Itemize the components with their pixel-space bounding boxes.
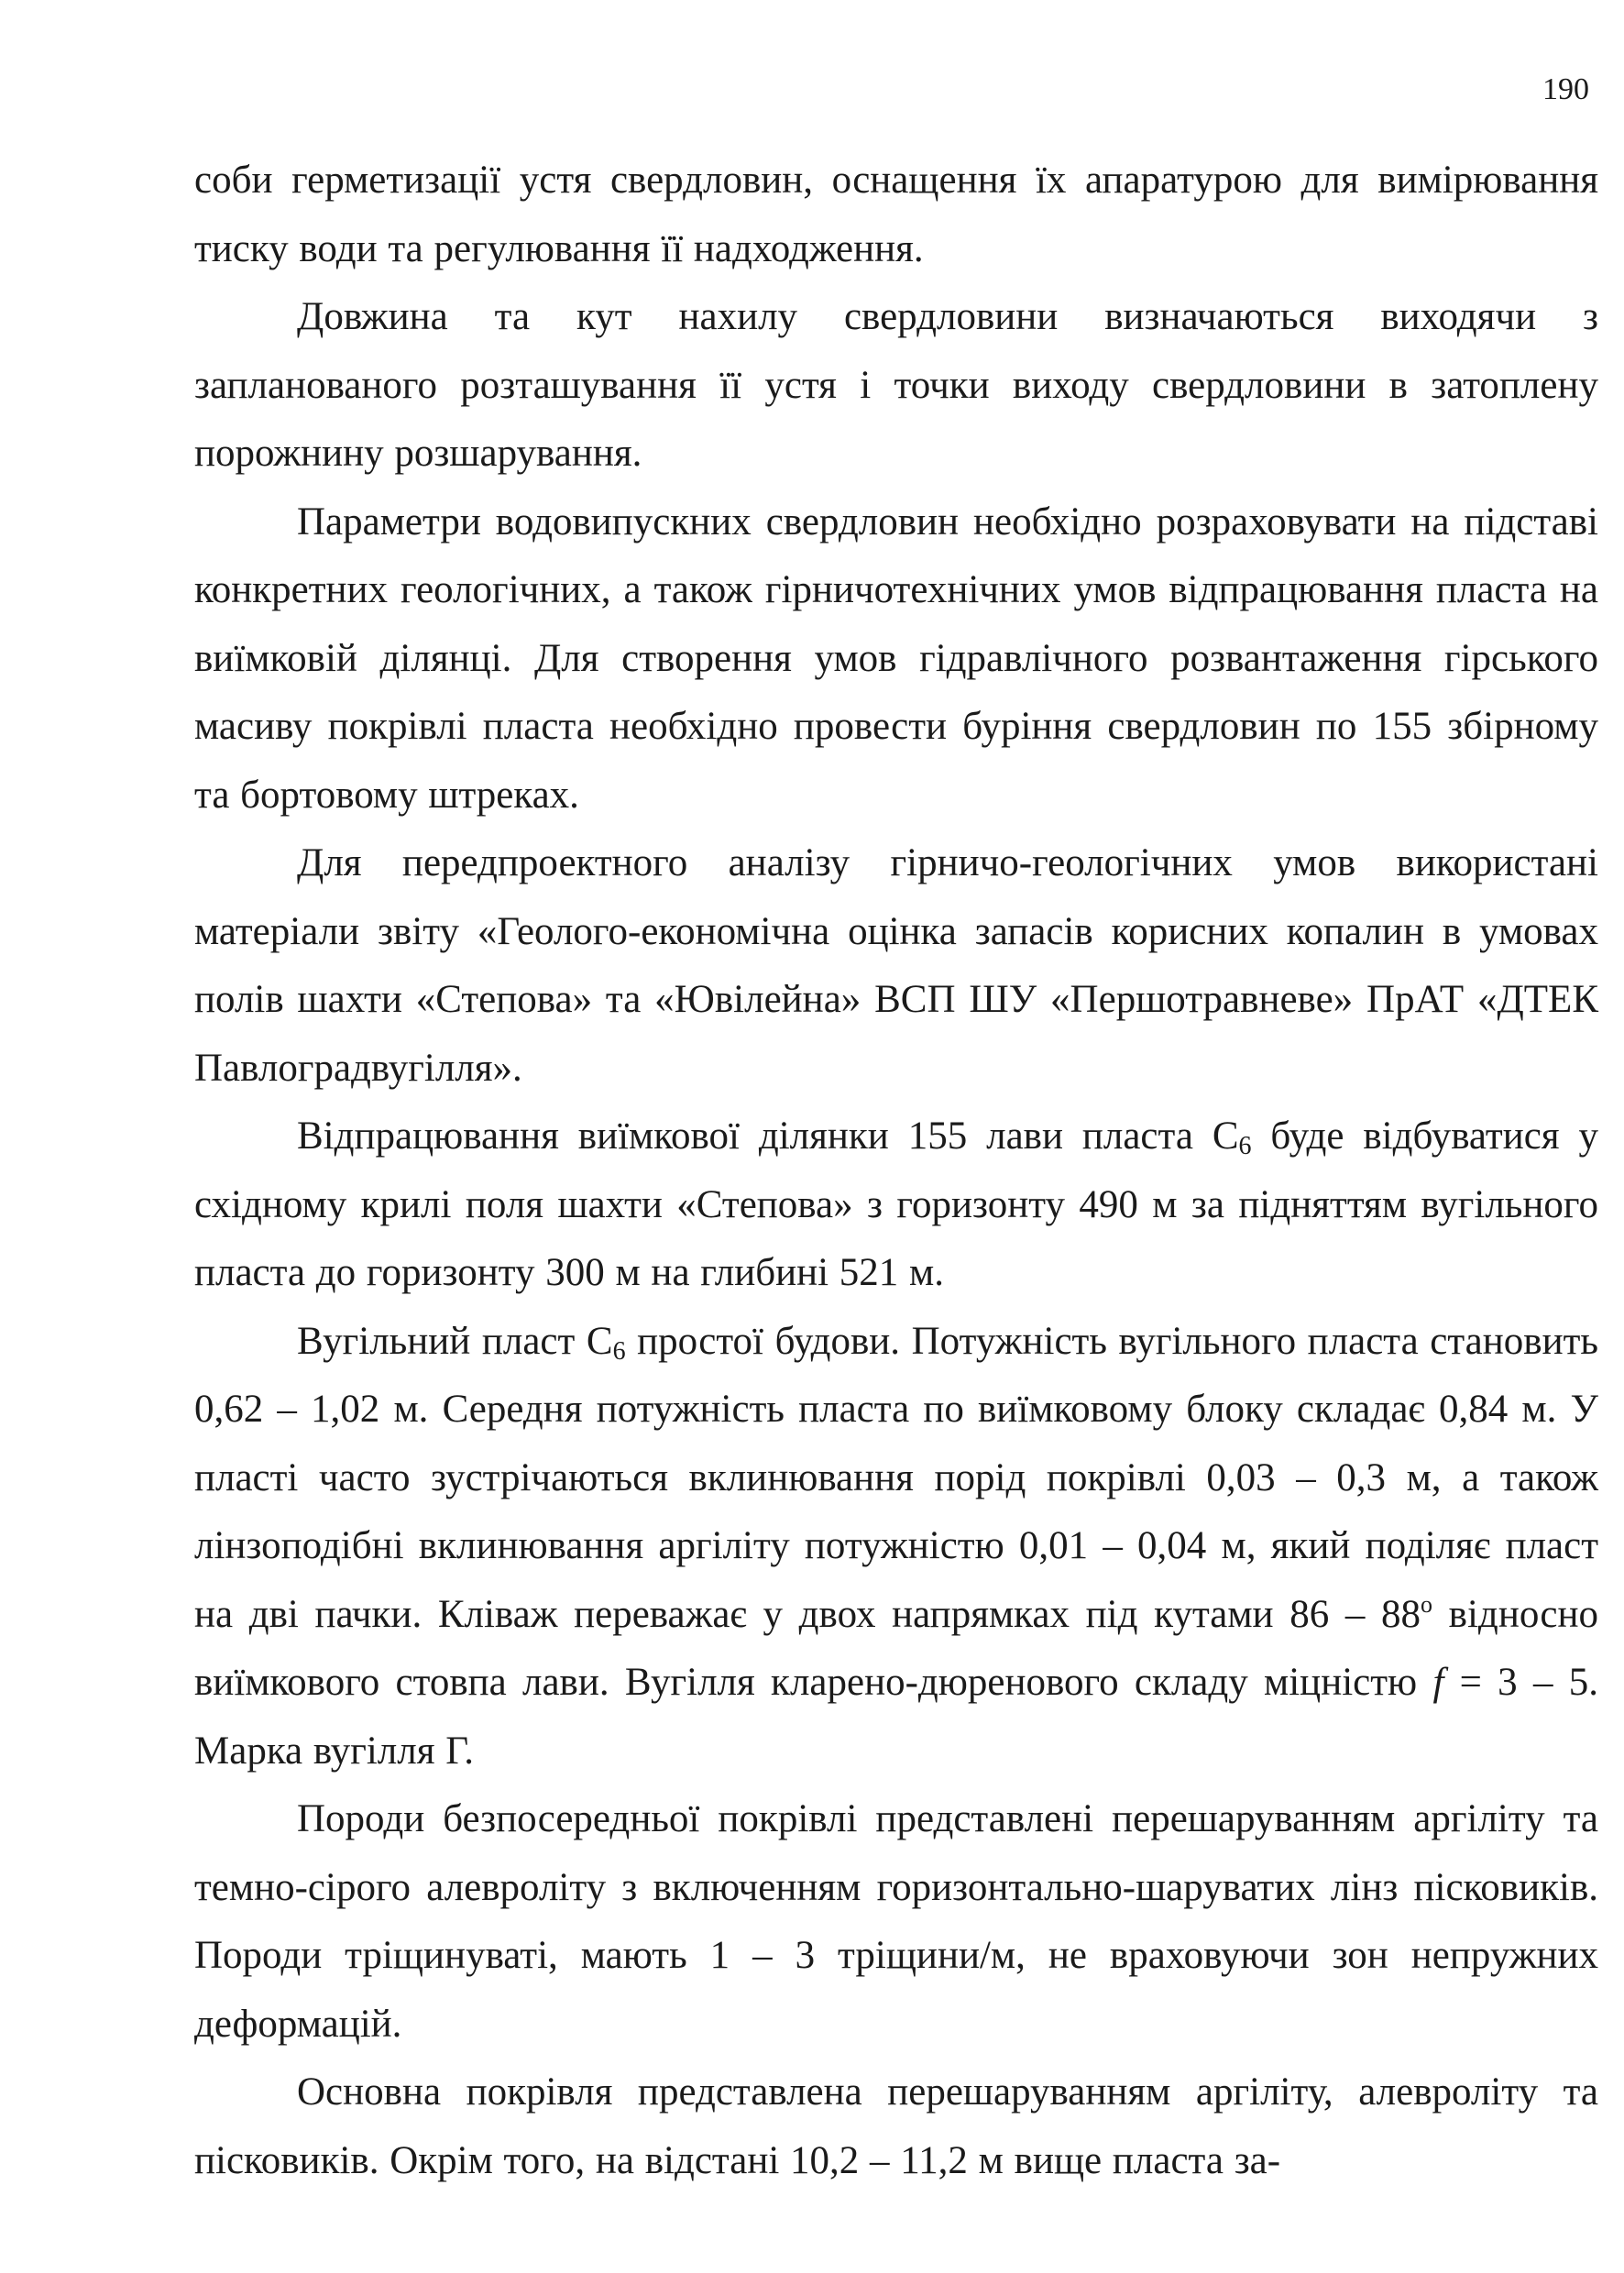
degree-superscript: о [1421,1590,1433,1618]
paragraph-8: Основна покрівля представлена перешаруванням аргіліту, алевроліту та пісковиків. Окрім того, на відстані 10,2 – 11,2 м вище пласта за- [194,2070,1598,2182]
paragraph-1: соби герметизації устя свердловин, оснащення їх апаратурою для вимірювання тиску води та регулювання її надходження. [194,159,1598,270]
paragraph-6-text-a: Вугільний пласт С [297,1319,613,1363]
paragraph-4: Для передпроектного аналізу гірничо-геологічних умов використані матеріали звіту «Геолого-економічна оцінка запасів корисних копалин в умовах полів шахти «Степова» та «Ювілейна» ВСП ШУ «Першотравневе» ПрАТ «ДТЕК Павлоградвугілля». [194,841,1598,1090]
paragraph-7: Породи безпосередньої покрівлі представлені перешаруванням аргіліту та темно-сірого алевроліту з включенням горизонтально-шаруватих лінз пісковиків. Породи тріщинуваті, мають 1 – 3 тріщини/м, не враховуючи зон непружних деформацій. [194,1797,1598,2046]
strength-coefficient-symbol: f [1432,1661,1444,1704]
seam-index-subscript: 6 [612,1336,626,1366]
page-number: 190 [1542,72,1589,106]
paragraph-5-text-a: Відпрацювання виїмкової ділянки 155 лави пласта С [297,1115,1239,1158]
paragraph-6-text-c: відносно виїмкового стовпа лави. Вугілля кларено-дюренового складу міцністю [194,1592,1598,1704]
paragraph-5 [194,1103,1598,1308]
document-body [194,147,1598,2195]
paragraph-3: Параметри водовипускних свердловин необхідно розраховувати на підставі конкретних геологічних, а також гірничотехнічних умов відпрацювання пласта на виїмковій ділянці. Для створення умов гідравлічного розвантаження гірського масиву покрівлі пласта необхідно провести буріння свердловин по 155 збірному та бортовому штреках. [194,500,1598,817]
paragraph-6-text-b: простої будови. Потужність вугільного пласта становить 0,62 – 1,02 м. Середня потужність пласта по виїмковому блоку складає 0,84 м. У пласті часто зустрічаються вклинювання порід покрівлі 0,03 – 0,3 м, а також лінзоподібні вклинювання аргіліту потужністю 0,01 – 0,04 м, який поділяє пласт на дві пачки. Кліваж переважає у двох напрямках під кутами 86 – 88 [194,1319,1598,1636]
paragraph-5-text-b: буде відбуватися у східному крилі поля шахти «Степова» з горизонту 490 м за підняттям вугільного пласта до горизонту 300 м на глибині 521 м. [194,1115,1598,1294]
paragraph-2: Довжина та кут нахилу свердловини визначаються виходячи з запланованого розташування її устя і точки виходу свердловини в затоплену порожнину розшарування. [194,295,1598,475]
paragraph-6-text-d: = 3 – 5. Марка вугілля Г. [194,1661,1598,1773]
seam-index-subscript: 6 [1238,1132,1252,1160]
paragraph-6 [194,1308,1598,1786]
